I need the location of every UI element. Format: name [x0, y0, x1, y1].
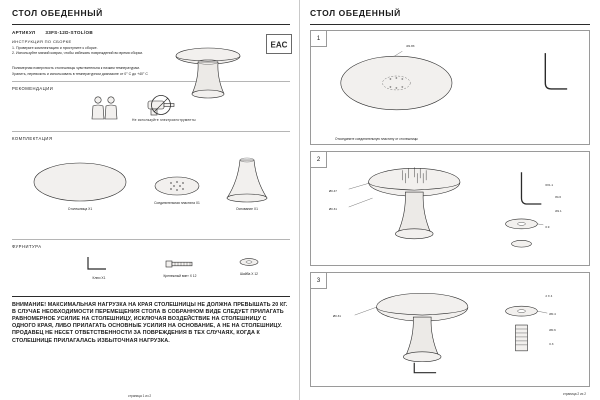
recommendations-caption: Не используйте электроинструменты — [132, 117, 196, 122]
dim-label: 0.9 — [545, 224, 550, 229]
kit-part-tabletop — [30, 159, 130, 211]
hardware-name: Шайба — [239, 271, 251, 276]
step-2 — [310, 151, 590, 266]
hardware-name: Ключ — [92, 275, 101, 280]
kit-part-name: Соединительная пластина — [154, 200, 195, 205]
washer-icon — [228, 253, 270, 271]
dim-label: Ø0.47 — [328, 189, 337, 194]
hardware-name: Крепежный винт — [163, 273, 189, 278]
rule-3 — [12, 239, 290, 240]
rule-2 — [12, 131, 290, 132]
dim-label: Ø0.31 — [328, 206, 337, 211]
hardware-qty: X1 — [101, 275, 106, 280]
page-number-left: страница 1 из 2 — [128, 394, 152, 398]
hardware-item-washer — [228, 253, 270, 276]
page-title-right: СТОЛ ОБЕДЕННЫЙ — [310, 8, 401, 18]
instruction-item: 2. Используйте мягкий коврик, чтобы избежать повреждений во время сборки. — [12, 51, 144, 56]
eac-certification-mark — [266, 34, 292, 54]
tabletop-illustration — [30, 159, 130, 205]
warning-text: ВНИМАНИЕ! МАКСИМАЛЬНАЯ НАГРУЗКА НА КРАЯ СТОЛЕШНИЦЫ НЕ ДОЛЖНА ПРЕВЫШАТЬ 20 КГ. В СЛУЧАЕ НЕОБХОДИМОСТИ ПЕРЕМЕЩЕНИЯ СТОЛА В СОБРАННОМ ВИДЕ СЛЕДУЕТ ПРИЛАГАТЬ РАВНОМЕРНОЕ УСИЛИЕ НА СТОЛЕШНИЦУ, ИСКЛЮЧАЯ ВОЗДЕЙСТВИЕ НА СТОЛЕШНИЦУ С ОДНОГО КРАЯ, ЛИБО ПРИЛАГАТЬ ОСНОВНЫЕ УСИЛИЯ НА ОСНОВАНИЕ, А НЕ НА СТОЛЕШНИЦУ. ПРОДАВЕЦ НЕ НЕСЕТ ОТВЕТСТВЕННОСТИ ЗА ПОВРЕЖДЕНИЯ В ТЕХ СЛУЧАЯХ, КОГДА К СТОЛЕШНИЦЕ ПРИЛАГАЛАСЬ ИЗБЫТОЧНАЯ НАГРУЗКА. — [12, 301, 288, 344]
hardware-caption — [228, 272, 270, 276]
storage-note-line2: Хранить, перевозить и использовать в температурном диапазоне от 0° С до +40° С — [12, 71, 148, 76]
no-power-tools-icon — [142, 95, 184, 117]
step-number: 1 — [311, 31, 327, 47]
hardware-item-key — [76, 253, 122, 280]
article-label: АРТИКУЛ — [12, 30, 36, 35]
screw-icon — [152, 255, 208, 273]
dim-label: 0.3 — [549, 341, 554, 346]
hardware-qty: X 12 — [251, 271, 259, 276]
step-3-illustration — [311, 273, 589, 383]
hardware-item-screw — [152, 255, 208, 278]
step-1 — [310, 30, 590, 145]
kit-part-base — [217, 155, 277, 211]
hardware-caption — [152, 274, 208, 278]
kit-part-caption — [147, 201, 207, 205]
rule-4 — [12, 296, 290, 297]
storage-note-line1: Полимерная поверхность столешницы чувствительна к низким температурам. — [12, 66, 140, 71]
right-page — [300, 0, 600, 400]
step-1-caption: Отсоедините соединительную пластину от столешницы — [335, 137, 418, 141]
dim-label: Ø0.31 — [332, 314, 341, 319]
two-people-icon — [90, 95, 120, 121]
hardware-area — [12, 251, 290, 293]
kit-part-qty: X1 — [195, 200, 200, 205]
step-3 — [310, 272, 590, 387]
dim-label: Ø1.1 — [555, 208, 562, 213]
allen-key-icon — [76, 253, 122, 275]
dim-label: 6X1.1 — [545, 183, 554, 188]
dim-label: Ø0.6 — [549, 327, 556, 332]
step-number: 2 — [311, 152, 327, 168]
step-2-illustration — [311, 152, 589, 262]
title-rule-left — [12, 24, 290, 25]
kit-part-caption — [217, 207, 277, 211]
dim-label: Ø1.83 — [406, 44, 415, 49]
title-rule-right — [310, 24, 590, 25]
step-1-illustration — [311, 31, 589, 127]
kit-area — [12, 143, 290, 235]
dim-label: Ø0.4 — [549, 312, 556, 317]
kit-label: КОМПЛЕКТАЦИЯ — [12, 135, 53, 141]
assembly-instructions-list — [12, 46, 162, 56]
hardware-qty: X 12 — [189, 273, 197, 278]
assembly-instructions-heading: ИНСТРУКЦИЯ ПО СБОРКЕ — [12, 39, 72, 44]
connecting-plate-illustration — [147, 173, 207, 199]
article-value: 33FS-12D-STOL/OB — [45, 30, 93, 35]
kit-part-name: Столешница — [67, 206, 88, 211]
step-number: 3 — [311, 273, 327, 289]
kit-part-name: Основание — [236, 206, 253, 211]
base-illustration — [217, 155, 277, 205]
recommendations-label: РЕКОМЕНДАЦИИ — [12, 85, 54, 91]
kit-part-caption — [30, 207, 130, 211]
kit-part-qty: X1 — [253, 206, 258, 211]
page-title-left: СТОЛ ОБЕДЕННЫЙ — [12, 8, 103, 18]
hardware-caption — [76, 276, 122, 280]
dim-label: 84.6 — [555, 195, 562, 200]
hardware-label: ФУРНИТУРА — [12, 243, 42, 249]
eac-text: EAC — [270, 40, 288, 50]
article-row — [12, 30, 290, 35]
dim-label: 2 X 4 — [545, 294, 553, 299]
page-number-right: страница 2 из 2 — [562, 392, 586, 396]
kit-part-plate — [147, 173, 207, 205]
instruction-item: 1. Проверьте комплектацию и приступите к сборке. — [12, 46, 98, 50]
kit-part-qty: X1 — [88, 206, 93, 211]
recommendations-area — [12, 93, 290, 127]
